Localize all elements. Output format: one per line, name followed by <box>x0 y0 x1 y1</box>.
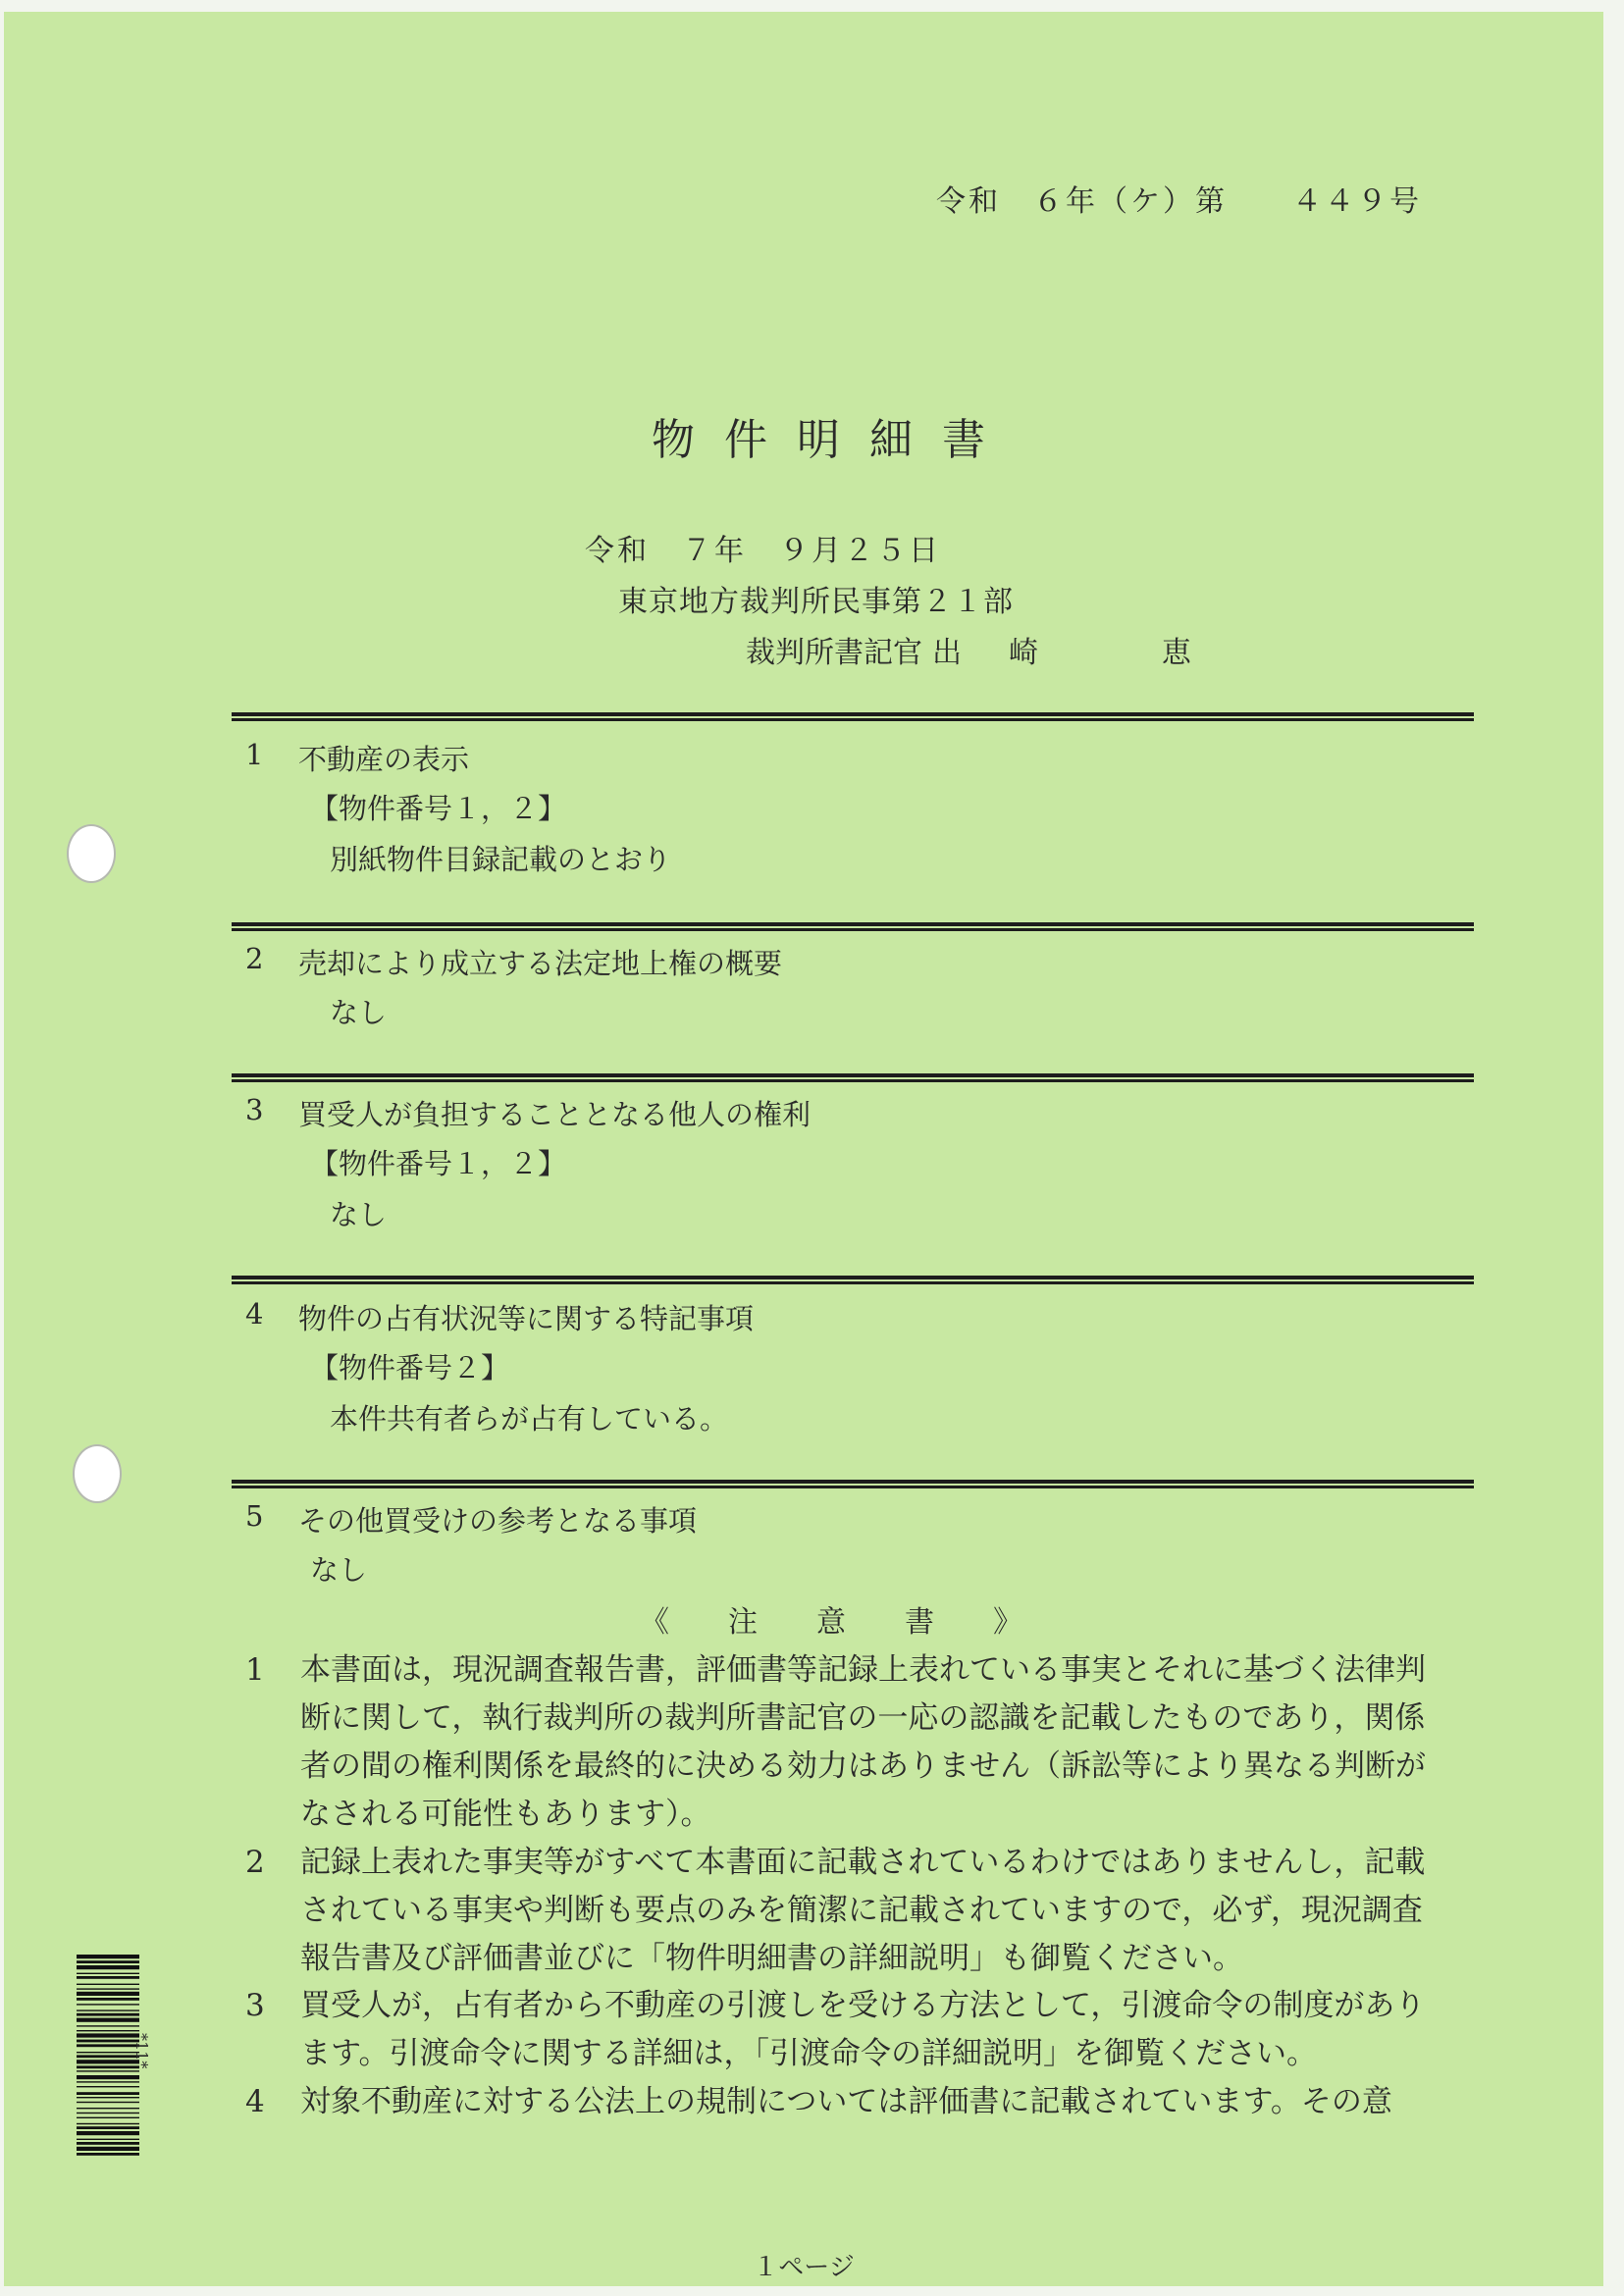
note-number: 1 <box>245 1652 265 1688</box>
section-body: なし <box>330 1198 388 1231</box>
section-body: なし <box>310 1553 368 1587</box>
punch-hole <box>67 824 116 883</box>
case-number: 令和 ６年（ケ）第 ４４９号 <box>936 184 1422 219</box>
clerk-family-name: 出崎 <box>932 636 1085 670</box>
barcode-icon <box>77 1955 153 2278</box>
section-heading: その他買受けの参考となる事項 <box>298 1504 698 1538</box>
document-title: 物件明細書 <box>652 415 1015 465</box>
notes-title: 《注意書》 <box>640 1605 1081 1640</box>
section-divider <box>232 1480 1474 1488</box>
page-number: １ページ <box>753 2253 855 2282</box>
section-heading: 物件の占有状況等に関する特記事項 <box>298 1302 755 1335</box>
court-name: 東京地方裁判所民事第２１部 <box>618 585 1014 619</box>
section-divider <box>232 712 1474 721</box>
note-item <box>245 2078 1452 2126</box>
section-divider <box>232 1073 1474 1082</box>
note-item <box>245 1646 1452 1839</box>
document-sheet <box>4 12 1603 2286</box>
punch-hole <box>73 1444 122 1503</box>
section-number: 3 <box>245 1093 264 1126</box>
note-text: 買受人が，占有者から不動産の引渡しを受ける方法として，引渡命令の制度があります。引渡命令に関する詳細は，「引渡命令の詳細説明」を御覧ください。 <box>300 1988 1426 2071</box>
note-text: 対象不動産に対する公法上の規制については評価書に記載されています。その意 <box>300 2084 1392 2119</box>
note-number: 4 <box>245 2084 265 2119</box>
clerk-given-name: 恵 <box>1162 636 1191 670</box>
section-body: なし <box>330 996 388 1029</box>
section-number: 5 <box>245 1499 264 1533</box>
property-number-tag: 【物件番号１，２】 <box>310 1147 567 1180</box>
section-number: 2 <box>245 942 264 975</box>
section-divider <box>232 922 1474 931</box>
section-body: 本件共有者らが占有している。 <box>330 1402 729 1435</box>
section-heading: 売却により成立する法定地上権の概要 <box>298 947 783 980</box>
property-number-tag: 【物件番号１，２】 <box>310 792 567 825</box>
section-number: 4 <box>245 1297 264 1331</box>
section-divider <box>232 1276 1474 1284</box>
section-body: 別紙物件目録記載のとおり <box>330 843 672 876</box>
property-number-tag: 【物件番号２】 <box>310 1351 510 1384</box>
issue-date: 令和 ７年 ９月２５日 <box>585 534 941 568</box>
note-item <box>245 1839 1452 1983</box>
note-item <box>245 1982 1452 2078</box>
note-number: 3 <box>245 1988 265 2023</box>
note-text: 記録上表れた事実等がすべて本書面に記載されているわけではありませんし，記載されている事実や判断も要点のみを簡潔に記載されていますので，必ず，現況調査報告書及び評価書並びに「物件明細書の詳細説明」も御覧ください。 <box>300 1845 1426 1976</box>
section-heading: 買受人が負担することとなる他人の権利 <box>298 1098 812 1131</box>
section-heading: 不動産の表示 <box>298 743 470 776</box>
note-text: 本書面は，現況調査報告書，評価書等記録上表れている事実とそれに基づく法律判断に関して，執行裁判所の裁判所書記官の一応の認識を記載したものであり，関係者の間の権利関係を最終的に決める効力はありません（訴訟等により異なる判断がなされる可能性もあります）。 <box>300 1652 1426 1832</box>
note-number: 2 <box>245 1845 265 1880</box>
clerk-title: 裁判所書記官 <box>746 636 922 670</box>
barcode-label: *11* <box>132 2033 151 2069</box>
section-number: 1 <box>245 738 264 771</box>
